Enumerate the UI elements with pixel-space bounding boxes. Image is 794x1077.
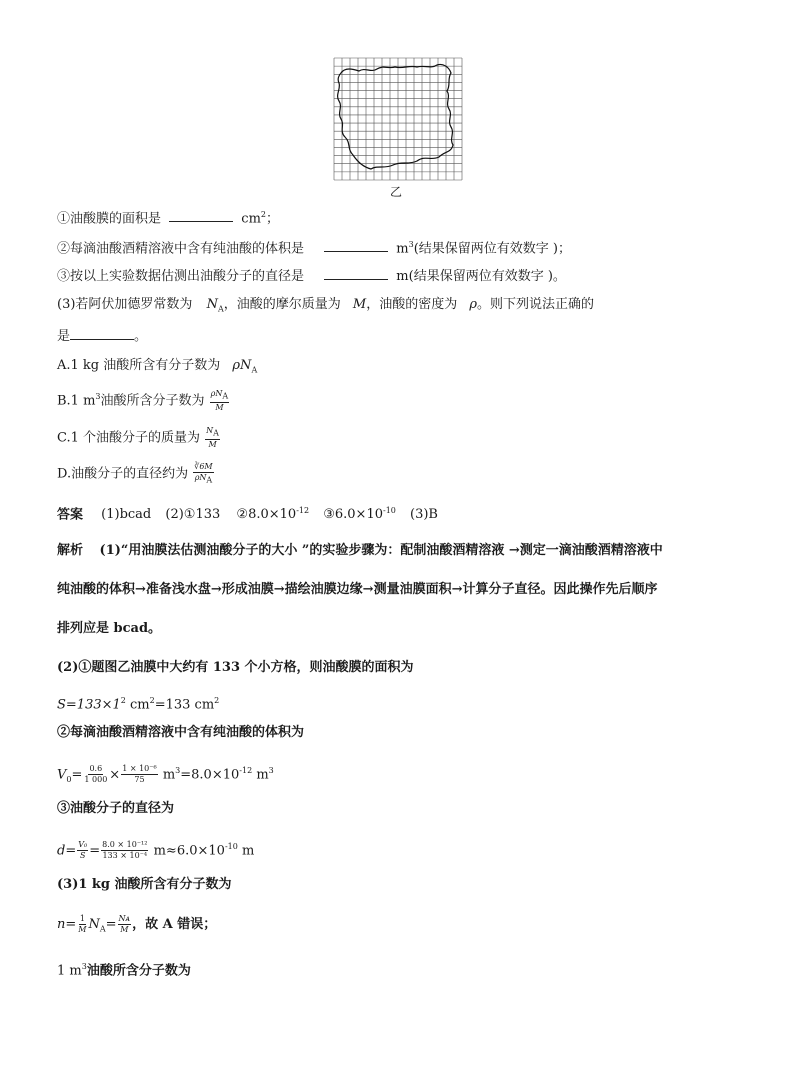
analysis-volume-formula: $V_0=$ $\frac{0.6}{1 000}$ × $\frac{\text{1 × 10⁻⁶}}{75}$ $m^3=8.0\times 10^{-12}$ $m^3$ [57, 764, 274, 785]
answer-blank-diameter [324, 266, 388, 280]
oil-film-grid [333, 57, 463, 181]
answer-line: 答案 (1)bcad (2)①133 $②8.0\times 10^{-12}$ $③6.0\times 10^{-10}$ (3)B [57, 506, 438, 523]
figure-caption: 乙 [390, 185, 403, 199]
question-2-2: ②每滴油酸酒精溶液中含有纯油酸的体积是 $m^3$(结果保留两位有效数字 )； [57, 240, 571, 257]
question-3-line2: 是 。 [57, 326, 147, 346]
option-a: A.1 kg 油酸所含有分子数为 $\rho N_A$ [57, 358, 258, 375]
option-b-fraction: $\frac{\rho N_A}{M}$ [210, 389, 229, 412]
analysis-area-formula: $S=133\times 1^2$ $cm^2=133$ $cm^2$ [57, 696, 220, 713]
option-d: D.油酸分子的直径约为 $\frac{∛6M}{\rho N_A}$ [57, 462, 213, 485]
question-3: (3)若阿伏加德罗常数为 $N_A$，油酸的摩尔质量为 M，油酸的密度为 ρ。则下列说法正确的 [57, 297, 595, 314]
analysis-line-6: ②每滴油酸酒精溶液中含有纯油酸的体积为 [57, 725, 305, 740]
analysis-line-4: (2)①题图乙油膜中大约有 133 个小方格，则油酸膜的面积为 [57, 660, 414, 675]
option-b: B.1 $m^3$油酸所含分子数为 $\frac{\rho N_A}{M}$ [57, 389, 229, 412]
option-d-fraction: $\frac{∛6M}{\rho N_A}$ [194, 462, 213, 485]
oil-film-figure [333, 57, 463, 185]
answer-blank-area [169, 208, 233, 222]
analysis-line-1: 解析 (1)“用油膜法估测油酸分子的大小 ”的实验步骤为：配制油酸酒精溶液 →测定一滴油酸酒精溶液中 [57, 543, 663, 558]
question-2-1: ①油酸膜的面积是 $cm^2$； [57, 210, 280, 227]
analysis-diameter-formula: d= $\frac{\text{V₀}}{S}$ = $\frac{\text{8.0 × 10⁻¹²}}{\text{133 × 10⁻⁴}}$ $m\approx 6.0\times 10^{-10}$ m [57, 840, 255, 861]
oil-film-outline [338, 64, 453, 169]
analysis-line-12: 1 $m^3$油酸所含分子数为 [57, 962, 191, 979]
answer-blank-volume [324, 238, 388, 252]
analysis-line-8: ③油酸分子的直径为 [57, 801, 175, 816]
option-c-fraction: $\frac{N_A}{M}$ [206, 426, 219, 449]
answer-blank-choice [70, 326, 134, 340]
analysis-line-2: 纯油酸的体积→准备浅水盘→形成油膜→描绘油膜边缘→测量油膜面积→计算分子直径。因此操作先后顺序 [57, 582, 658, 597]
analysis-line-10: (3)1 kg 油酸所含有分子数为 [57, 877, 232, 892]
option-c: C.1 个油酸分子的质量为 $\frac{N_A}{M}$ [57, 426, 219, 449]
analysis-line-3: 排列应是 bcad。 [57, 621, 162, 636]
question-2-3: ③按以上实验数据估测出油酸分子的直径是 m(结果保留两位有效数字 )。 [57, 266, 566, 286]
analysis-count-formula: n= $\frac{1}{M}$ $N_A=$ $\frac{\text{Nᴀ}}{M}$ ，故 A 错误； [57, 914, 217, 934]
